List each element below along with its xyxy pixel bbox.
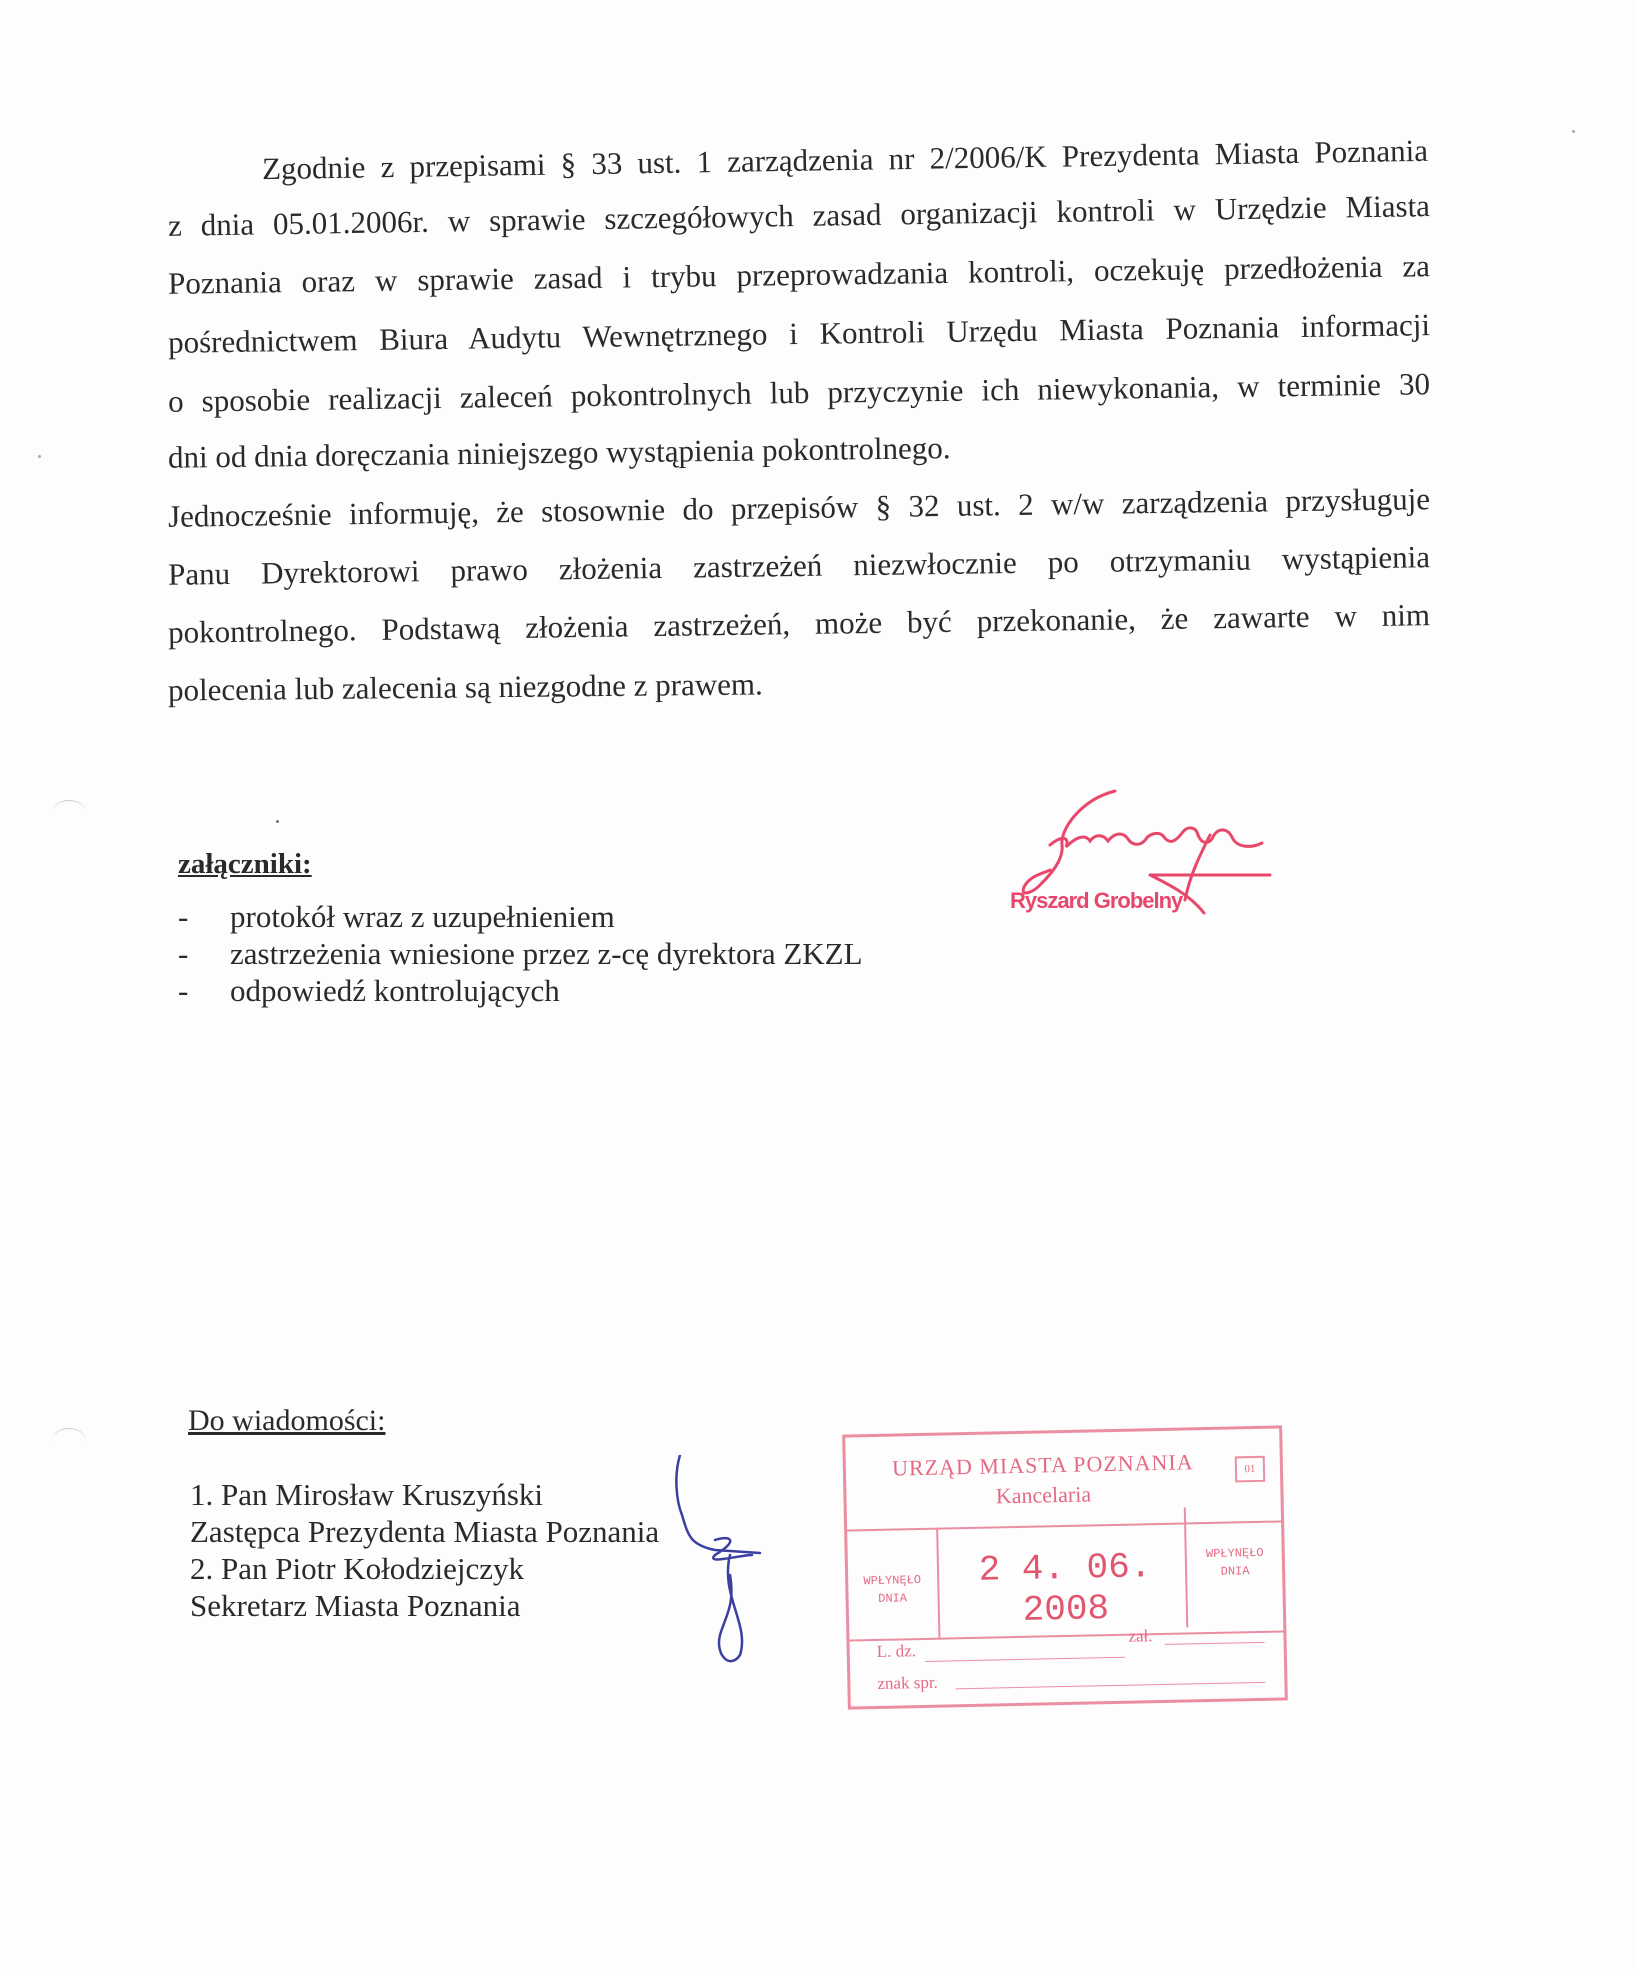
handwritten-initials-icon (660, 1455, 840, 1670)
body-line: dni od dnia doręczania niniejszego wystąpienia pokontrolnego. (167, 430, 951, 475)
body-line: Panu Dyrektorowi prawo złożenia zastrzeżeń niezwłocznie po otrzymaniu wystąpienia (167, 539, 1431, 592)
body-line: pokontrolnego. Podstawą złożenia zastrzeżeń, może być przekonanie, że zawarte w nim (167, 597, 1431, 650)
scan-hole-mark (52, 800, 86, 825)
stamp-attachments-label: zał. (1128, 1626, 1153, 1646)
attachment-label: protokół wraz z uzupełnieniem (230, 899, 615, 934)
stamp-received-label: WPŁYNĘŁO DNIA (1205, 1545, 1264, 1579)
body-line: o sposobie realizacji zaleceń pokontrolnych lub przyczynie ich niewykonania, w terminie 30 (167, 366, 1431, 419)
stamp-date: 2 4. 06. 2008 (978, 1546, 1152, 1631)
stamp-received-label: WPŁYNĘŁO DNIA (863, 1573, 922, 1606)
stamp-organization: URZĄD MIASTA POZNANIA (891, 1449, 1194, 1481)
body-line: z dnia 05.01.2006r. w sprawie szczegółowych zasad organizacji kontroli w Urzędzie Miasta (167, 188, 1431, 243)
cc-line: Zastępca Prezydenta Miasta Poznania (190, 1514, 660, 1549)
scan-speck (276, 820, 279, 823)
attachment-label: odpowiedź kontrolujących (230, 973, 560, 1008)
bullet: - (178, 936, 189, 971)
cc-line: 1. Pan Mirosław Kruszyński (190, 1477, 544, 1512)
attachment-item (178, 935, 863, 972)
cc-recipients (190, 1476, 659, 1624)
attachments-list (178, 898, 863, 1009)
stamp-department: Kancelaria (995, 1481, 1092, 1509)
body-line: pośrednictwem Biura Audytu Wewnętrznego i Kontroli Urzędu Miasta Poznania informacji (167, 307, 1431, 360)
attachment-item (178, 972, 863, 1009)
body-line: Zgodnie z przepisami § 33 ust. 1 zarządzenia nr 2/2006/K Prezydenta Miasta Poznania (261, 132, 1429, 187)
signature-name-stamp: Ryszard Grobelny (1010, 888, 1183, 913)
stamp-box-number: 01 (1235, 1456, 1266, 1483)
stamp-ref-label: L. dz. (876, 1641, 917, 1661)
scan-speck (38, 455, 41, 458)
cc-line: 2. Pan Piotr Kołodziejczyk (190, 1551, 525, 1586)
body-line: Poznania oraz w sprawie zasad i trybu przeprowadzania kontroli, oczekuję przedłożenia za (167, 248, 1431, 301)
cc-heading: Do wiadomości: (188, 1404, 386, 1437)
registry-stamp (842, 1425, 1288, 1709)
body-line: Jednocześnie informuję, że stosownie do przepisów § 32 ust. 2 w/w zarządzenia przysługuje (167, 481, 1431, 534)
scan-speck (1572, 130, 1575, 133)
attachments-heading: załączniki: (178, 848, 312, 880)
cc-line: Sekretarz Miasta Poznania (190, 1588, 521, 1623)
attachment-item (178, 898, 863, 935)
body-line: polecenia lub zalecenia są niezgodne z prawem. (167, 666, 763, 708)
attachment-label: zastrzeżenia wniesione przez z-cę dyrektora ZKZL (230, 936, 863, 971)
bullet: - (178, 973, 189, 1008)
scan-hole-mark (52, 1428, 86, 1453)
bullet: - (178, 899, 189, 934)
stamp-case-label: znak spr. (877, 1672, 939, 1693)
